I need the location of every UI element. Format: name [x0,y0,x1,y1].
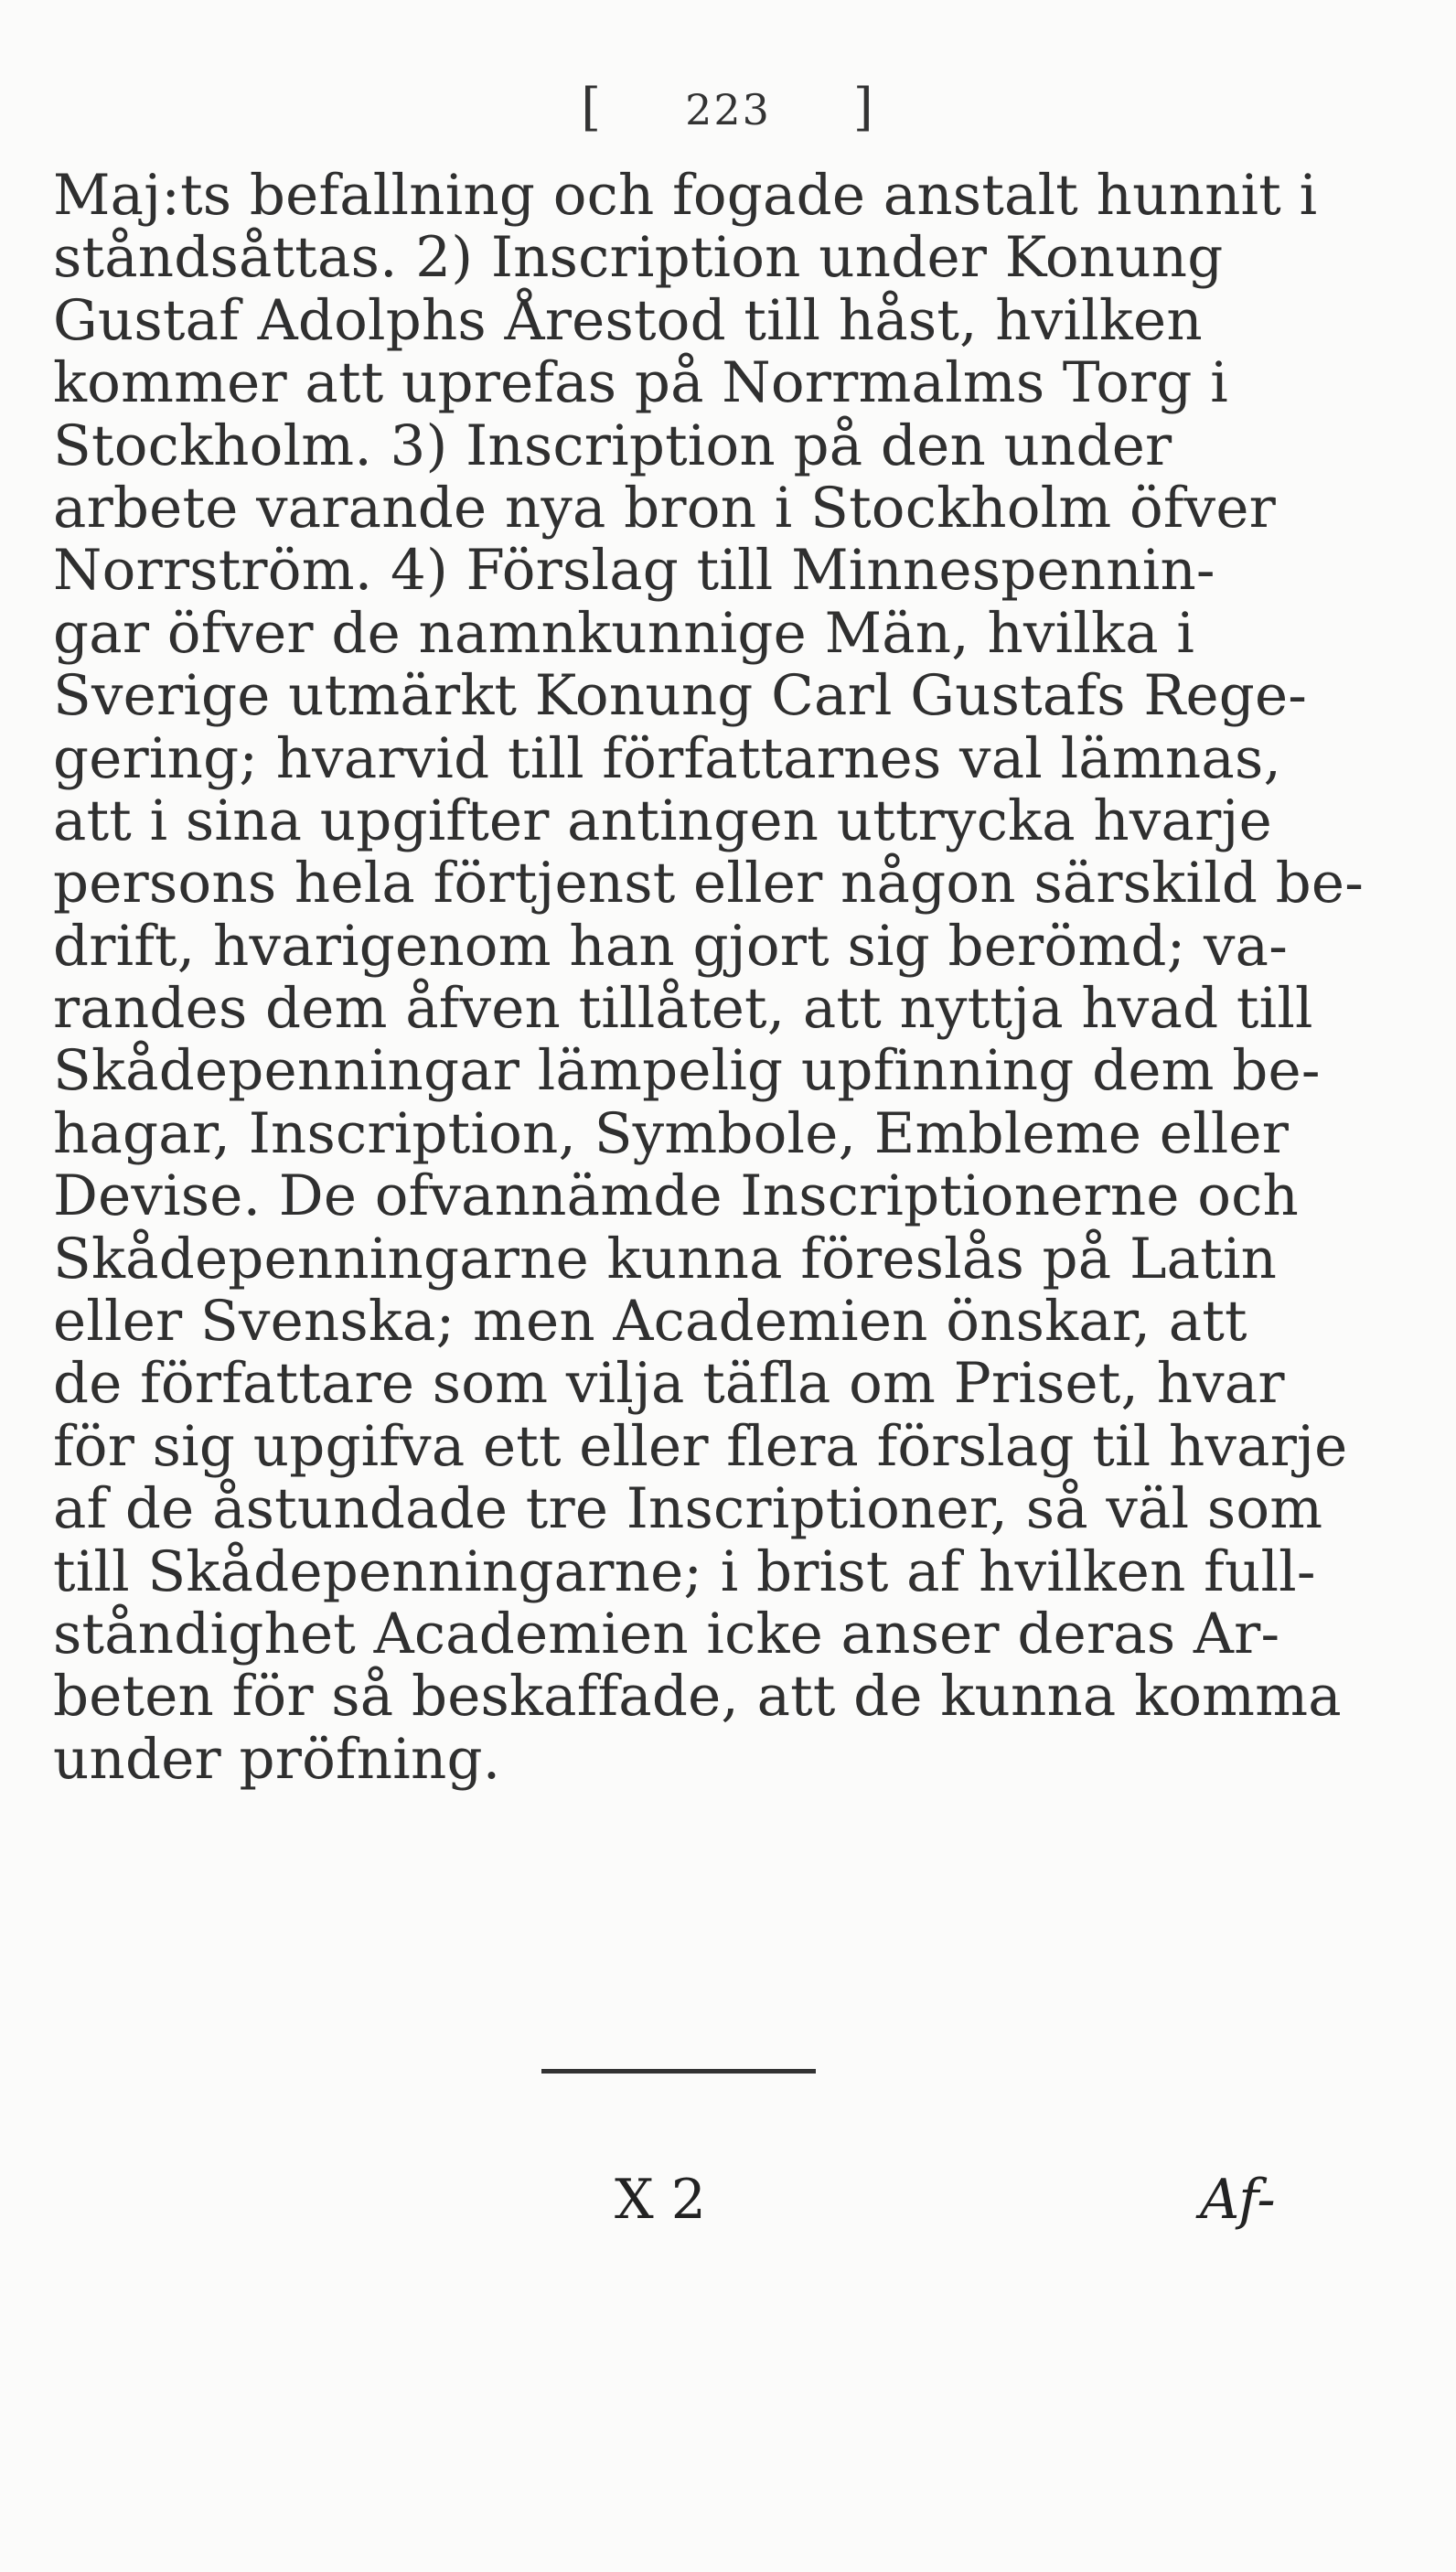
text-line: till Skådepenningarne; i brist af hvilken full- [53,1538,1316,1604]
body-text [53,163,1365,1792]
text-line: persons hela förtjenst eller någon särskild be- [53,851,1365,916]
text-line: Maj:ts befallning och fogade anstalt hunnit i [53,163,1318,228]
page-footer [0,2159,1456,2241]
text-line: gering; hvarvid till författarnes val lämnas, [53,725,1282,791]
text-line: Skådepenningarne kunna föreslås på Latin [53,1226,1278,1291]
text-line: arbete varande nya bron i Stockholm öfver [53,475,1277,541]
text-line: under pröfning. [53,1726,501,1792]
text-line: att i sina upgifter antingen uttrycka hvarje [53,788,1272,853]
text-line: Skådepenningar lämpelig upfinning dem be- [53,1038,1321,1104]
text-line: Sverige utmärkt Konung Carl Gustafs Rege- [53,663,1308,729]
signature-mark: X 2 [615,2168,706,2232]
close-bracket: ] [852,78,875,137]
text-line: för sig upgifva ett eller flera förslag til hvarje [53,1413,1348,1479]
text-line: Norrström. 4) Förslag till Minnespennin- [53,538,1215,604]
text-line: beten för så beskaffade, att de kunna komma [53,1664,1342,1730]
text-line: eller Svenska; men Academien önskar, att [53,1289,1247,1355]
text-line: Gustaf Adolphs Årestod till håst, hvilken [53,287,1203,353]
text-line: af de åstundade tre Inscriptioner, så väl som [53,1476,1323,1542]
text-line: gar öfver de namnkunnige Män, hvilka i [53,600,1195,666]
text-line: hagar, Inscription, Symbole, Embleme eller [53,1100,1290,1166]
open-bracket: [ [581,78,604,137]
text-line: ståndsåttas. 2) Inscription under Konung [53,225,1224,291]
page-header [0,71,1456,146]
text-line: de författare som vilja täfla om Priset, hvar [53,1351,1285,1417]
text-line: randes dem åfven tillåtet, att nyttja hvad till [53,976,1313,1042]
catchword: Af- [1200,2168,1276,2232]
text-line: Devise. De ofvannämde Inscriptionerne och [53,1163,1300,1229]
text-line: ståndighet Academien icke anser deras Ar- [53,1601,1280,1666]
text-line: kommer att uprefas på Norrmalms Torg i [53,350,1228,416]
text-line: Stockholm. 3) Inscription på den under [53,413,1172,478]
text-line: drift, hvarigenom han gjort sig berömd; va- [53,913,1289,979]
page-number: 223 [685,85,771,134]
section-divider [541,2069,816,2074]
